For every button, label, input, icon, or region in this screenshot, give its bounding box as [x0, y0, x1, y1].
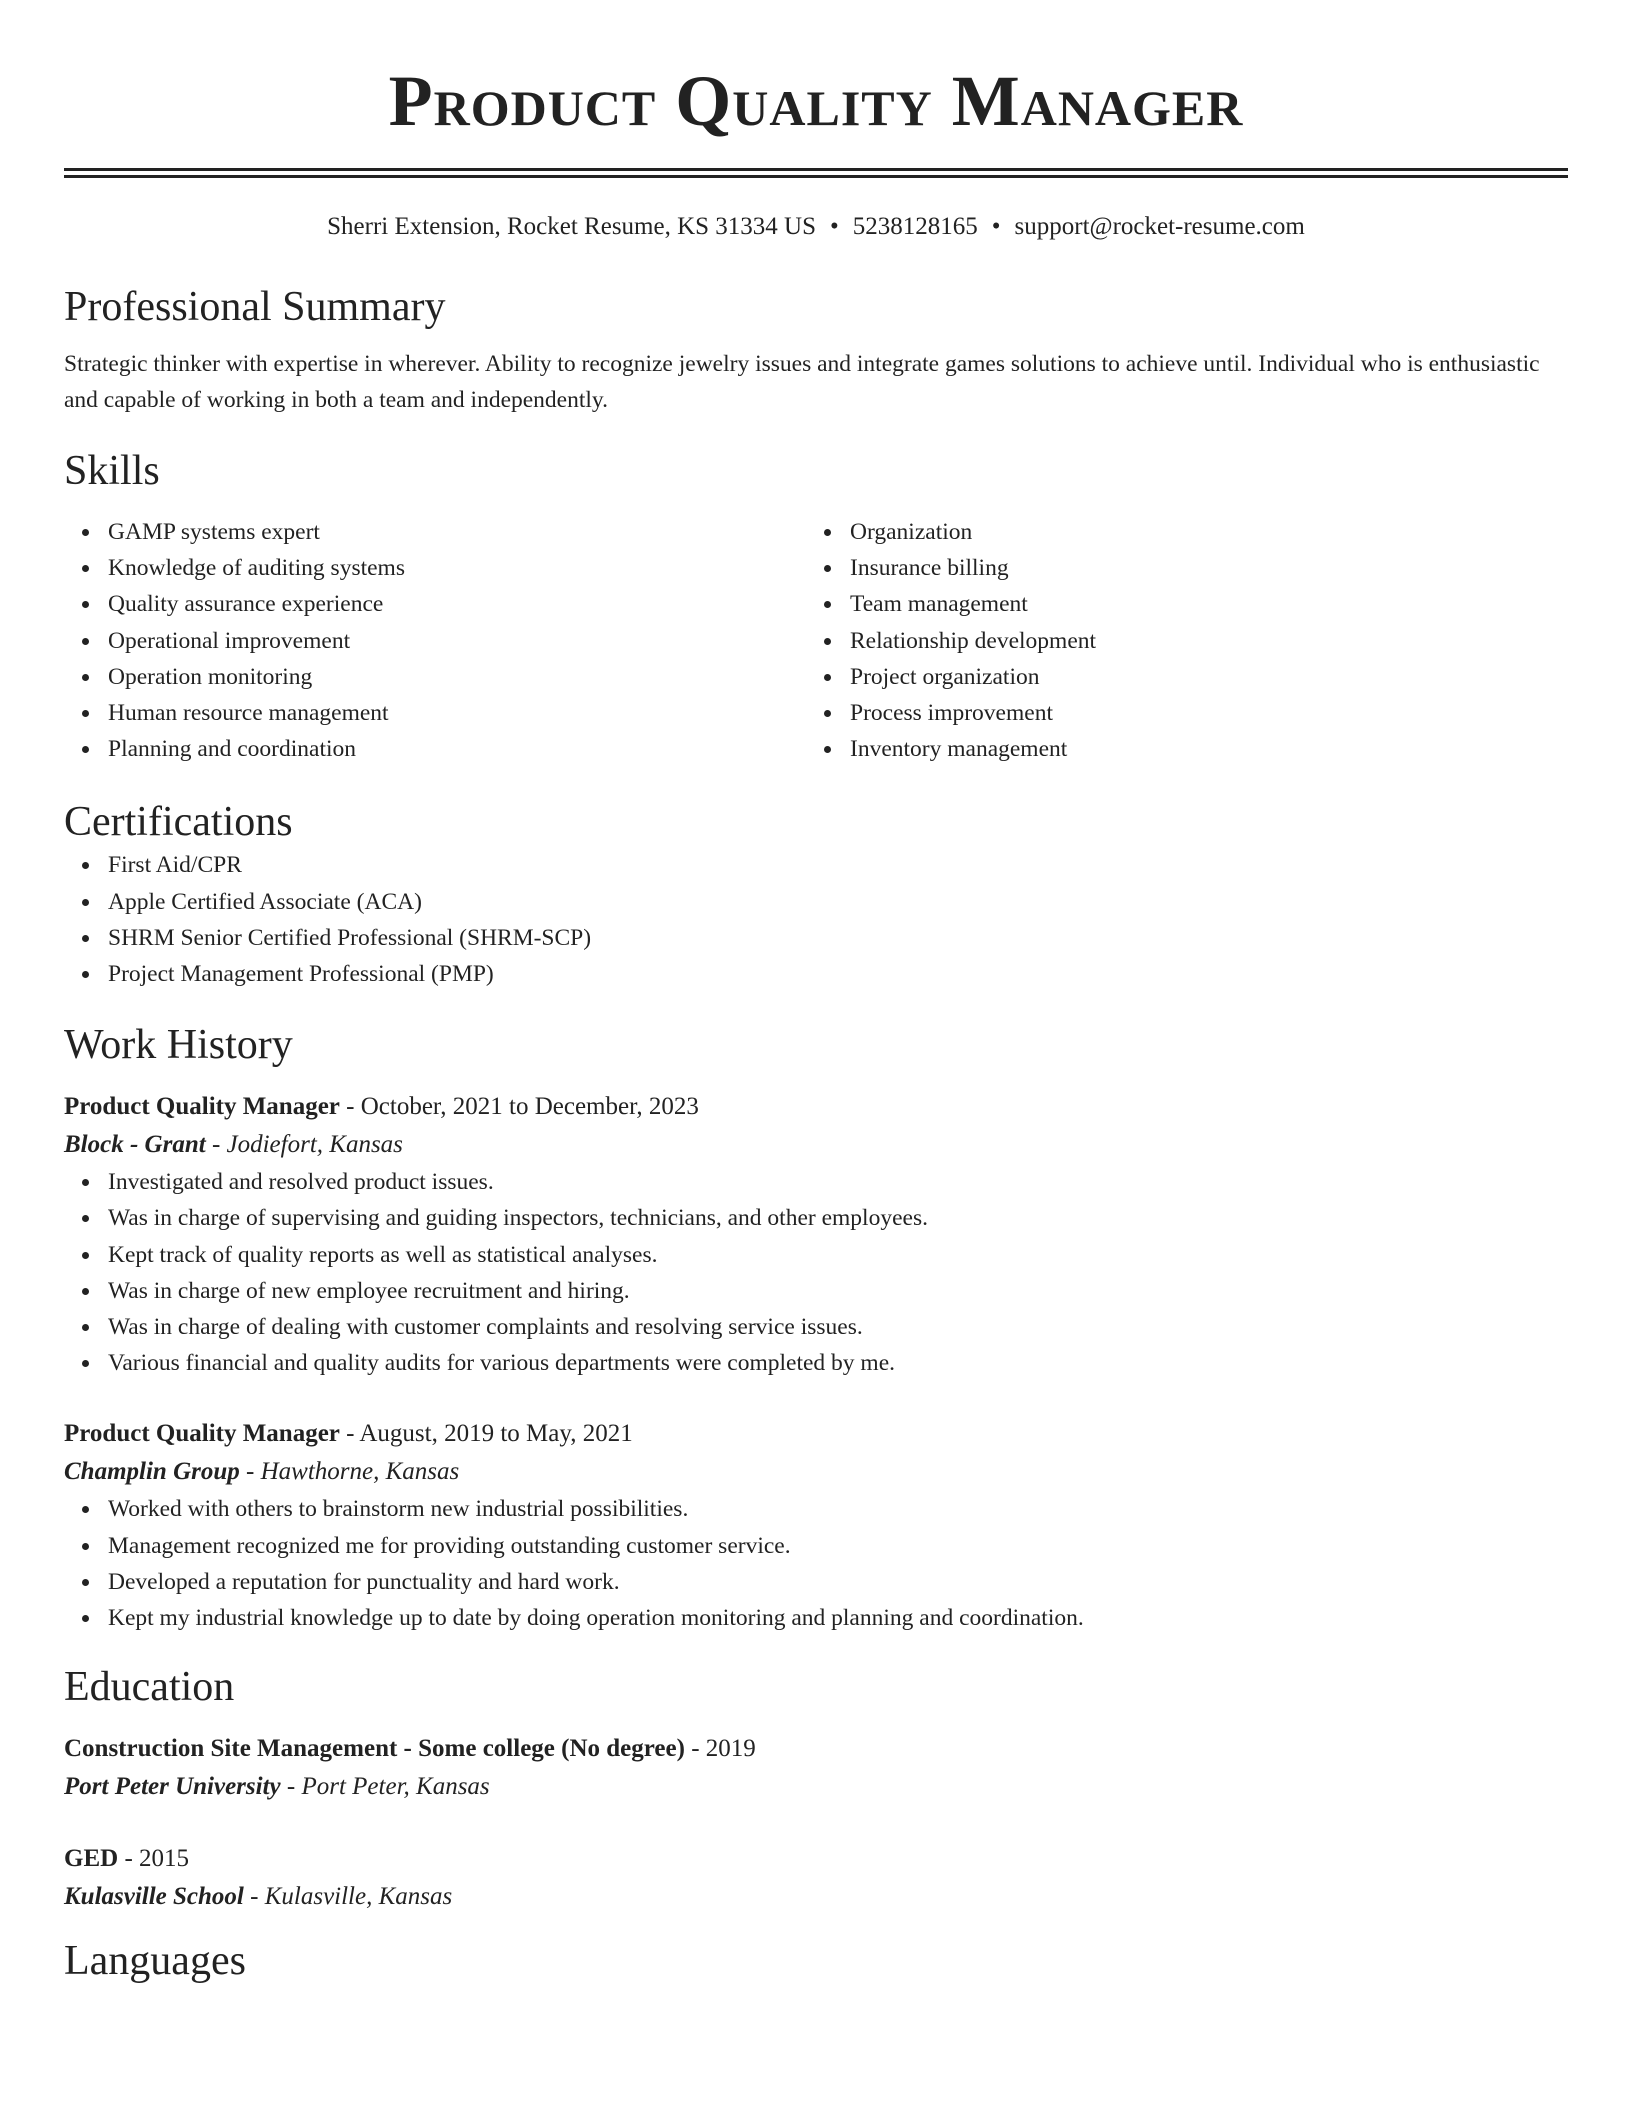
- skill-item: Planning and coordination: [108, 731, 806, 767]
- job-duty: Various financial and quality audits for various departments were completed by me.: [108, 1345, 1568, 1381]
- contact-separator: •: [830, 213, 839, 240]
- job-duty: Was in charge of new employee recruitment and hiring.: [108, 1273, 1568, 1309]
- job-company-line: [64, 1126, 1568, 1164]
- languages-heading: Languages: [64, 1938, 246, 1985]
- skill-item: Inventory management: [850, 731, 1548, 767]
- skill-item: Human resource management: [108, 695, 806, 731]
- skill-item: Insurance billing: [850, 550, 1548, 586]
- education-location: Port Peter, Kansas: [301, 1773, 490, 1801]
- skill-item: Team management: [850, 586, 1548, 622]
- job-duty: Investigated and resolved product issues.: [108, 1164, 1568, 1200]
- job-duty: Was in charge of supervising and guiding inspectors, technicians, and other employees.: [108, 1200, 1568, 1236]
- education-degree: Construction Site Management - Some college (No degree): [64, 1735, 685, 1763]
- work-history-heading: Work History: [64, 1022, 293, 1069]
- education-dash: -: [280, 1773, 302, 1801]
- job-duty: Developed a reputation for punctuality and hard work.: [108, 1564, 1568, 1600]
- job-location: Hawthorne, Kansas: [260, 1458, 460, 1486]
- skill-item: Operational improvement: [108, 623, 806, 659]
- education-dash: -: [243, 1883, 265, 1911]
- certifications-heading: Certifications: [64, 799, 293, 846]
- resume-title: Product Quality Manager: [388, 61, 1244, 141]
- education-header: [64, 1840, 1568, 1878]
- education-header: [64, 1730, 1568, 1768]
- skill-item: GAMP systems expert: [108, 514, 806, 550]
- skills-heading: Skills: [64, 448, 160, 494]
- skill-item: Relationship development: [850, 623, 1548, 659]
- skill-item: Project organization: [850, 659, 1548, 695]
- job-dash: -: [205, 1131, 227, 1159]
- job-duty: Worked with others to brainstorm new industrial possibilities.: [108, 1491, 1568, 1527]
- certification-item: SHRM Senior Certified Professional (SHRM-SCP): [108, 920, 1568, 956]
- job-duty: Kept track of quality reports as well as statistical analyses.: [108, 1237, 1568, 1273]
- skill-item: Process improvement: [850, 695, 1548, 731]
- contact-phone: 5238128165: [852, 213, 978, 240]
- certification-item: Apple Certified Associate (ACA): [108, 884, 1568, 920]
- education-location: Kulasville, Kansas: [264, 1883, 453, 1911]
- job-duty: Was in charge of dealing with customer complaints and resolving service issues.: [108, 1309, 1568, 1345]
- job-dates: October, 2021 to December, 2023: [360, 1093, 699, 1121]
- education-degree: GED: [64, 1845, 119, 1873]
- education-dash: -: [118, 1845, 140, 1873]
- job-dash: -: [339, 1093, 361, 1121]
- education-school-line: [64, 1878, 1568, 1916]
- summary-heading: Professional Summary: [64, 284, 446, 330]
- certifications-list: [64, 847, 1568, 992]
- job-dash: -: [239, 1458, 261, 1486]
- job-company-line: [64, 1453, 1568, 1491]
- education-dash: -: [684, 1735, 706, 1763]
- job-duties-list: [64, 1164, 1568, 1381]
- education-school: Port Peter University: [64, 1773, 281, 1801]
- skill-item: Knowledge of auditing systems: [108, 550, 806, 586]
- job-duties-list: [64, 1491, 1568, 1636]
- job-company: Block - Grant: [64, 1131, 206, 1159]
- summary-text: Strategic thinker with expertise in wherever. Ability to recognize jewelry issues and integrate games solutions to achieve until. Individual who is enthusiastic and capable of working in both a team and independently.: [64, 351, 1540, 413]
- contact-email: support@rocket-resume.com: [1014, 213, 1305, 240]
- job-dates: August, 2019 to May, 2021: [359, 1420, 633, 1448]
- education-year: 2019: [705, 1735, 756, 1763]
- job-header: [64, 1088, 1568, 1126]
- certification-item: Project Management Professional (PMP): [108, 956, 1568, 992]
- education-year: 2015: [139, 1845, 190, 1873]
- job-role: Product Quality Manager: [64, 1420, 340, 1448]
- job-location: Jodiefort, Kansas: [226, 1131, 403, 1159]
- contact-line: [64, 212, 1568, 242]
- skills-right-column: [806, 514, 1548, 767]
- job-duty: Management recognized me for providing outstanding customer service.: [108, 1528, 1568, 1564]
- contact-address: Sherri Extension, Rocket Resume, KS 31334 US: [327, 213, 817, 240]
- skills-columns: [64, 514, 1568, 767]
- skill-item: Operation monitoring: [108, 659, 806, 695]
- job-header: [64, 1415, 1568, 1453]
- job-company: Champlin Group: [64, 1458, 240, 1486]
- job-role: Product Quality Manager: [64, 1093, 340, 1121]
- job-duty: Kept my industrial knowledge up to date by doing operation monitoring and planning and coordination.: [108, 1600, 1568, 1636]
- education-heading: Education: [64, 1664, 235, 1711]
- job-dash: -: [339, 1420, 360, 1448]
- education-school-line: [64, 1768, 1568, 1806]
- skill-item: Quality assurance experience: [108, 586, 806, 622]
- title-divider: [64, 168, 1568, 178]
- education-school: Kulasville School: [64, 1883, 244, 1911]
- certification-item: First Aid/CPR: [108, 847, 1568, 883]
- contact-separator: •: [991, 213, 1001, 240]
- skill-item: Organization: [850, 514, 1548, 550]
- skills-left-column: [64, 514, 806, 767]
- skills-left-list: [64, 514, 806, 767]
- skills-right-list: [806, 514, 1548, 767]
